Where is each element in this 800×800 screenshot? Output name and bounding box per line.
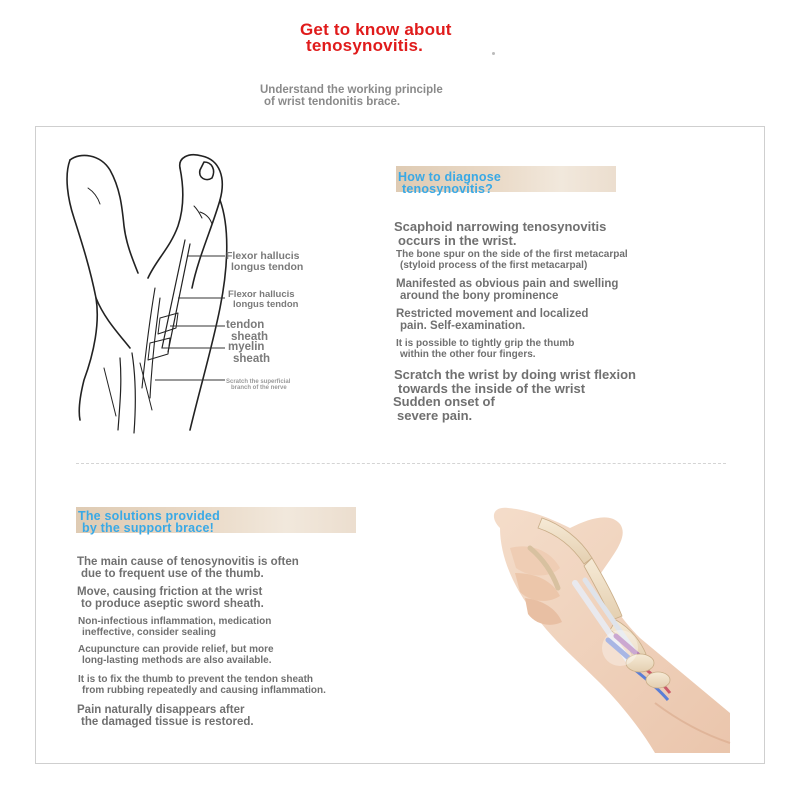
solution-item: The main cause of tenosynovitis is often due to frequent use of the thumb. — [77, 556, 299, 581]
label-tendon-sheath: tendon sheath — [226, 319, 269, 343]
solutions-heading: The solutions provided by the support brace! — [78, 509, 220, 535]
decorative-dot — [492, 52, 495, 55]
diagnose-item: Restricted movement and localized pain. Self-examination. — [396, 308, 589, 333]
solution-item: Move, causing friction at the wrist to produce aseptic sword sheath. — [77, 586, 264, 611]
solution-item: It is to fix the thumb to prevent the tendon sheath from rubbing repeatedly and causing inflammation. — [78, 674, 326, 696]
page-subtitle — [260, 85, 443, 108]
subtitle-line-2: of wrist tendonitis brace. — [264, 95, 401, 108]
label-flexor-tendon-1: Flexor hallucis longus tendon — [226, 250, 304, 273]
diagnose-item: It is possible to tightly grip the thumb within the other four fingers. — [396, 338, 575, 360]
section-divider — [76, 463, 726, 464]
diagnose-item: Scaphoid narrowing tenosynovitis occurs in the wrist. — [394, 219, 607, 248]
subtitle-line-1: Understand the working principle — [260, 84, 443, 96]
diagnose-item: Manifested as obvious pain and swelling around the bony prominence — [396, 278, 619, 303]
label-myelin-sheath: myelin sheath — [228, 341, 271, 365]
solution-item: Non-infectious inflammation, medication ineffective, consider sealing — [78, 616, 272, 638]
hand-tendon-illustration — [480, 488, 740, 753]
label-superficial-nerve: Scratch the superficial branch of the nerve — [226, 379, 291, 391]
title-line-2: tenosynovitis. — [306, 36, 424, 55]
diagnose-item: The bone spur on the side of the first metacarpal (styloid process of the first metacarpal) — [396, 249, 628, 271]
page-title — [300, 22, 560, 54]
title-line-1: Get to know about — [300, 20, 452, 39]
diagnose-heading: How to diagnose tenosynovitis? — [398, 170, 501, 196]
diagnose-item: Scratch the wrist by doing wrist flexion towards the inside of the wrist — [394, 367, 636, 396]
solution-item: Acupuncture can provide relief, but more long-lasting methods are also available. — [78, 644, 274, 666]
solution-item: Pain naturally disappears after the damaged tissue is restored. — [77, 704, 254, 729]
diagnose-item: Sudden onset of severe pain. — [393, 394, 495, 423]
label-flexor-tendon-2: Flexor hallucis longus tendon — [228, 289, 299, 310]
